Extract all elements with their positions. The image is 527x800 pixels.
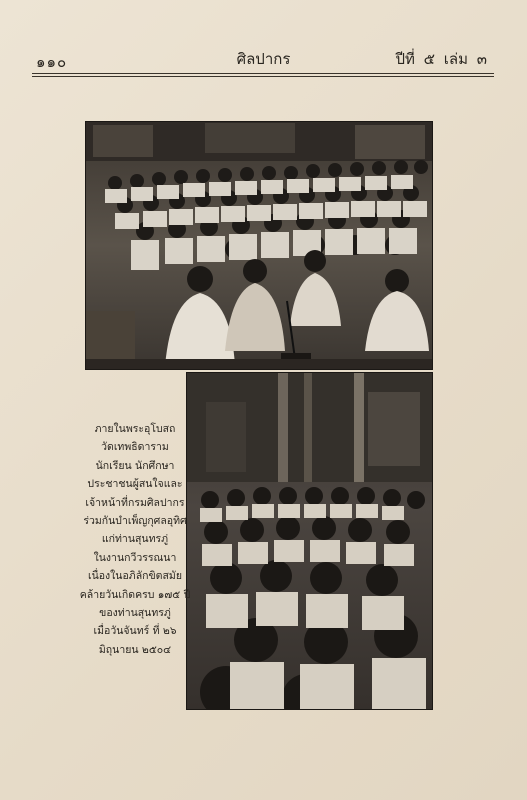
caption-line: เนื่องในอภิลักขิตสมัย: [87, 570, 182, 583]
caption-line: แก่ท่านสุนทรภู่: [101, 533, 169, 546]
caption-line: เจ้าหน้าที่กรมศิลปากร: [85, 496, 185, 509]
bottom-photo: [186, 372, 433, 710]
caption-line: วัดเทพธิดาราม: [101, 441, 169, 454]
header-rule-double: [32, 76, 494, 77]
volume-issue: ปีที่ ๕ เล่ม ๓: [395, 50, 487, 68]
caption-line: คล้ายวันเกิดครบ ๑๗๕ ปี: [79, 588, 191, 601]
caption-line: ในงานกวีวรรณนา: [93, 551, 177, 564]
caption-line: เมื่อวันจันทร์ ที่ ๒๖: [93, 625, 177, 638]
students-photo-icon: [186, 372, 433, 710]
page-number: ๑๑๐: [36, 53, 68, 71]
journal-title: ศิลปากร: [236, 50, 291, 68]
caption-line: ภายในพระอุโบสถ: [94, 423, 176, 435]
caption-line: ร่วมกันบำเพ็ญกุศลอุทิศ: [83, 515, 187, 528]
caption-line: มิถุนายน ๒๕๐๔: [98, 643, 172, 656]
caption-line: ของท่านสุนทรภู่: [99, 607, 171, 620]
header-rule: [32, 73, 494, 74]
top-photo: [85, 121, 433, 370]
photo-caption: [60, 420, 210, 659]
caption-line: นักเรียน นักศึกษา: [95, 459, 175, 472]
caption-line: ประชาชนผู้สนใจและ: [87, 478, 183, 491]
ceremony-photo-icon: [85, 121, 433, 370]
